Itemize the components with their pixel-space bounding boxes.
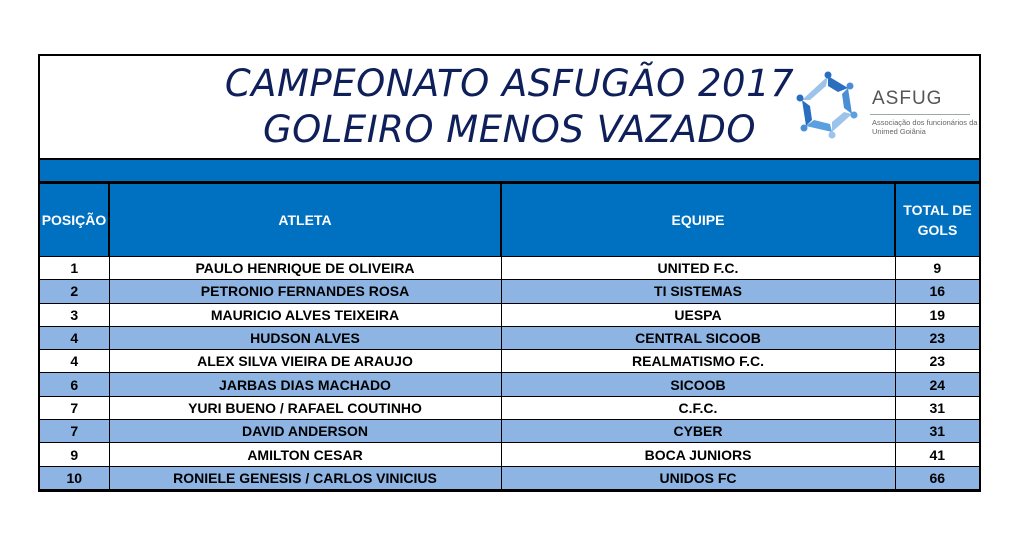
cell-team: TI SISTEMAS bbox=[501, 280, 895, 303]
table-row bbox=[40, 257, 979, 280]
cell-position: 7 bbox=[40, 396, 109, 419]
cell-athlete: HUDSON ALVES bbox=[109, 326, 501, 349]
logo-name: ASFUG bbox=[872, 88, 943, 109]
cell-goals: 41 bbox=[895, 443, 979, 466]
cell-position: 1 bbox=[40, 257, 109, 280]
col-header-goals bbox=[895, 184, 979, 257]
category-title: GOLEIRO MENOS VAZADO bbox=[262, 108, 757, 151]
table-row bbox=[40, 280, 979, 303]
table-row bbox=[40, 350, 979, 373]
table-row bbox=[40, 396, 979, 419]
cell-position: 4 bbox=[40, 326, 109, 349]
cell-goals: 23 bbox=[895, 326, 979, 349]
cell-team: CYBER bbox=[501, 420, 895, 443]
cell-position: 6 bbox=[40, 373, 109, 396]
cell-team: C.F.C. bbox=[501, 396, 895, 419]
cell-position: 2 bbox=[40, 280, 109, 303]
cell-goals: 16 bbox=[895, 280, 979, 303]
table-header-row bbox=[40, 184, 979, 257]
cell-team: UNITED F.C. bbox=[501, 257, 895, 280]
table-row bbox=[40, 466, 979, 489]
cell-athlete: PAULO HENRIQUE DE OLIVEIRA bbox=[109, 257, 501, 280]
cell-athlete: YURI BUENO / RAFAEL COUTINHO bbox=[109, 396, 501, 419]
cell-position: 9 bbox=[40, 443, 109, 466]
cell-goals: 66 bbox=[895, 466, 979, 489]
cell-athlete: JARBAS DIAS MACHADO bbox=[109, 373, 501, 396]
cell-goals: 23 bbox=[895, 350, 979, 373]
col-header-position: POSIÇÃO bbox=[40, 184, 109, 257]
asfug-logo bbox=[792, 70, 977, 150]
cell-athlete: MAURICIO ALVES TEIXEIRA bbox=[109, 303, 501, 326]
cell-team: BOCA JUNIORS bbox=[501, 443, 895, 466]
cell-position: 4 bbox=[40, 350, 109, 373]
col-header-athlete: ATLETA bbox=[109, 184, 501, 257]
cell-athlete: DAVID ANDERSON bbox=[109, 420, 501, 443]
header-band bbox=[40, 158, 979, 183]
cell-goals: 9 bbox=[895, 257, 979, 280]
cell-athlete: ALEX SILVA VIEIRA DE ARAUJO bbox=[109, 350, 501, 373]
logo-subtitle: Associação dos funcionários da Unimed Goiânia bbox=[872, 118, 978, 136]
cell-position: 7 bbox=[40, 420, 109, 443]
cell-team: UESPA bbox=[501, 303, 895, 326]
cell-team: REALMATISMO F.C. bbox=[501, 350, 895, 373]
cell-team: SICOOB bbox=[501, 373, 895, 396]
cell-position: 3 bbox=[40, 303, 109, 326]
cell-goals: 31 bbox=[895, 396, 979, 419]
table-row bbox=[40, 420, 979, 443]
title-area bbox=[40, 56, 979, 158]
ranking-table bbox=[40, 183, 979, 490]
cell-athlete: RONIELE GENESIS / CARLOS VINICIUS bbox=[109, 466, 501, 489]
cell-athlete: PETRONIO FERNANDES ROSA bbox=[109, 280, 501, 303]
logo-divider bbox=[870, 114, 970, 115]
table-row bbox=[40, 326, 979, 349]
col-header-goals-line2: GOLS bbox=[917, 222, 958, 238]
asfug-logo-mark-icon bbox=[792, 70, 864, 150]
cell-athlete: AMILTON CESAR bbox=[109, 443, 501, 466]
cell-position: 10 bbox=[40, 466, 109, 489]
ranking-sheet bbox=[38, 54, 981, 492]
cell-goals: 24 bbox=[895, 373, 979, 396]
col-header-team: EQUIPE bbox=[501, 184, 895, 257]
col-header-goals-line1: TOTAL DE bbox=[903, 202, 972, 218]
championship-title: CAMPEONATO ASFUGÃO 2017 bbox=[224, 62, 795, 105]
cell-goals: 19 bbox=[895, 303, 979, 326]
cell-goals: 31 bbox=[895, 420, 979, 443]
table-row bbox=[40, 373, 979, 396]
table-row bbox=[40, 443, 979, 466]
cell-team: CENTRAL SICOOB bbox=[501, 326, 895, 349]
cell-team: UNIDOS FC bbox=[501, 466, 895, 489]
table-row bbox=[40, 303, 979, 326]
